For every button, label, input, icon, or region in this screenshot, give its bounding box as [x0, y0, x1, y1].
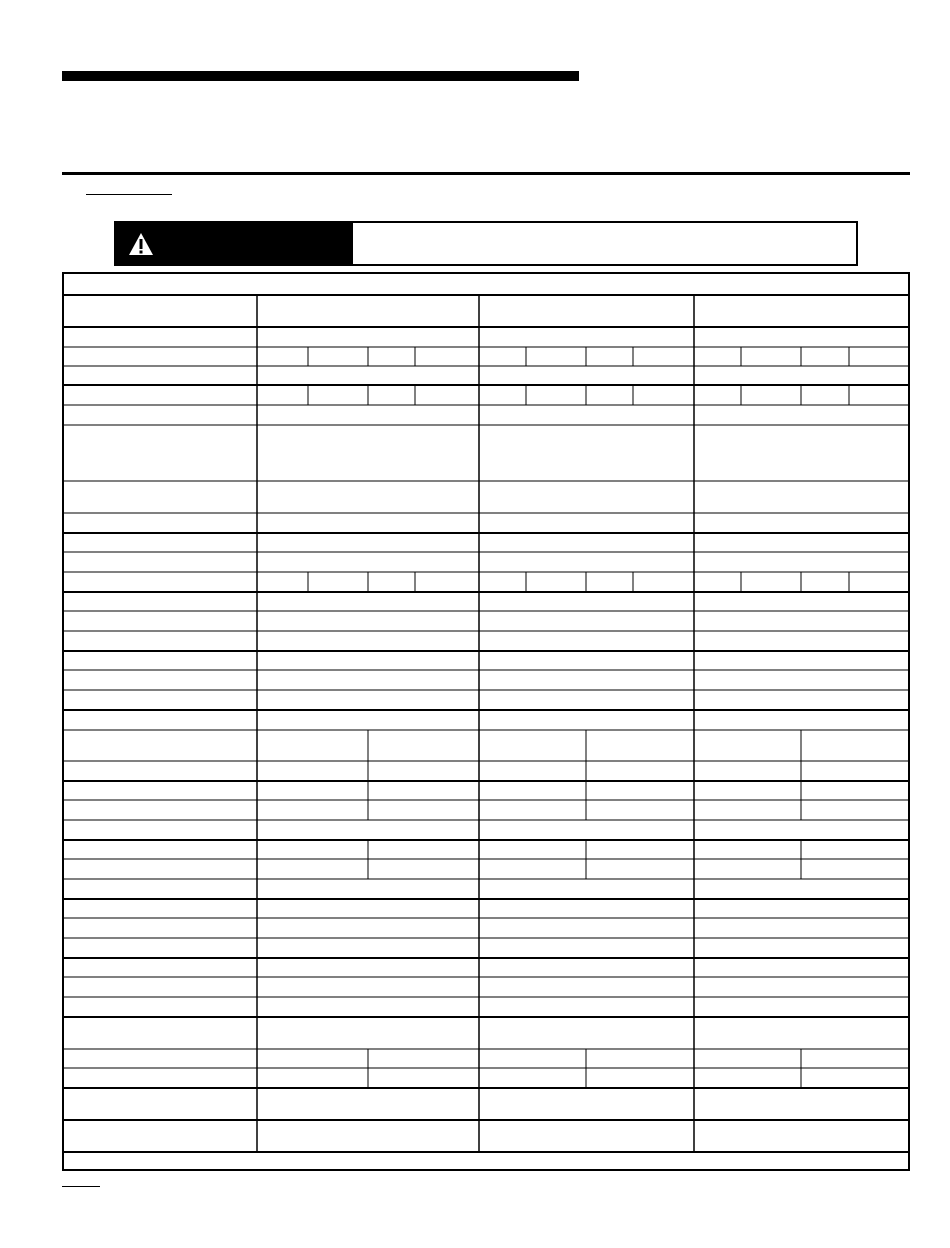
section-heading: [86, 178, 386, 194]
warning-box: [114, 221, 858, 266]
specification-table: [62, 272, 910, 1172]
section-rule: [62, 172, 910, 175]
header-bar: [62, 71, 579, 81]
footer-note: [62, 1172, 362, 1186]
warning-signal-panel: [116, 223, 353, 264]
footer-underline: [62, 1186, 100, 1187]
section-heading-underline: [86, 194, 172, 195]
warning-message-area: [353, 223, 856, 264]
table-title: [68, 276, 904, 292]
warning-triangle-icon: [128, 232, 154, 256]
specification-table-grid: [62, 272, 910, 1172]
